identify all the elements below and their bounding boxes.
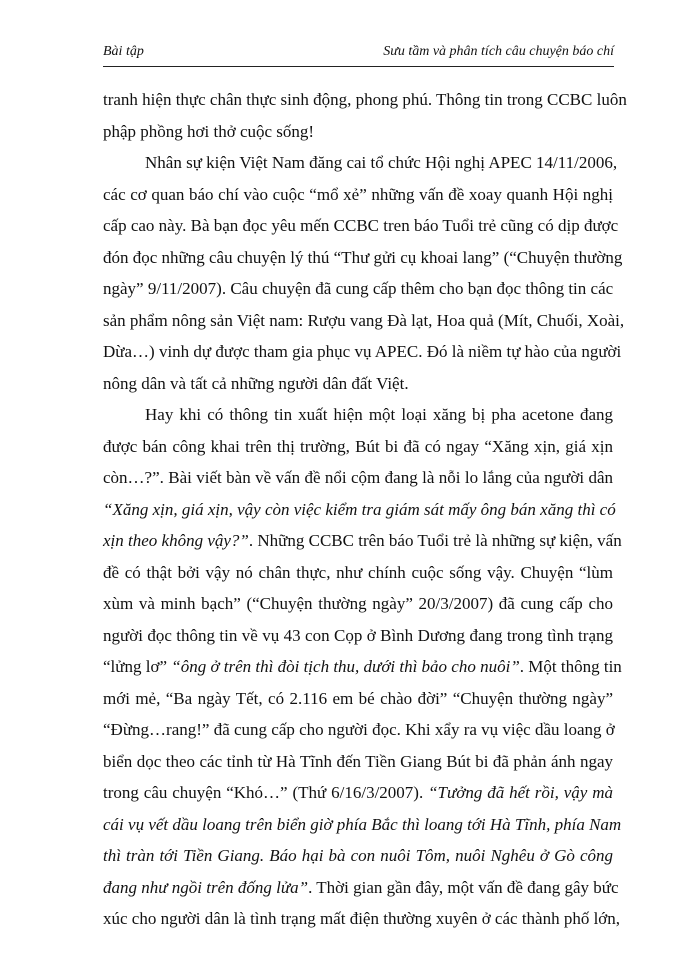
text-line: “lửng lơ” “ông ở trên thì đòi tịch thu, dưới thì bảo cho nuôi”. Một thông tin — [103, 657, 622, 676]
text-line: còn…?”. Bài viết bàn về vấn đề nổi cộm đang là nỗi lo lắng của người dân — [103, 468, 613, 487]
text-line: các cơ quan báo chí vào cuộc “mổ xẻ” những vấn đề xoay quanh Hội nghị — [103, 184, 613, 204]
text-line: thì tràn tới Tiền Giang. Báo hại bà con nuôi Tôm, nuôi Nghêu ở Gò công — [103, 846, 613, 865]
text-line: trong câu chuyện “Khó…” (Thứ 6/16/3/2007). “Tưởng đã hết rồi, vậy mà — [103, 783, 613, 802]
text-line: tranh hiện thực chân thực sinh động, phong phú. Thông tin trong CCBC luôn — [103, 90, 627, 109]
text-line: Hay khi có thông tin xuất hiện một loại xăng bị pha acetone đang — [145, 405, 613, 424]
text-line: Dừa…) vinh dự được tham gia phục vụ APEC. Đó là niềm tự hào của người — [103, 342, 622, 361]
text-line: cấp cao này. Bà bạn đọc yêu mến CCBC tren báo Tuổi trẻ cũng có dịp được — [103, 216, 619, 235]
text-line: sản phẩm nông sản Việt nam: Rượu vang Đà lạt, Hoa quả (Mít, Chuối, Xoài, — [103, 310, 625, 330]
text-line: “Đừng…rang!” đã cung cấp cho người đọc. Khi xẩy ra vụ việc dầu loang ở — [103, 720, 615, 739]
text-line: người đọc thông tin về vụ 43 con Cọp ở Bình Dương đang trong tình trạng — [103, 625, 613, 645]
header-left: Bài tập — [103, 44, 144, 59]
header-right: Sưu tầm và phân tích câu chuyện báo chí — [383, 44, 614, 59]
text-line: nông dân và tất cả những người dân đất Việt. — [103, 373, 409, 393]
running-header — [103, 40, 614, 67]
text-line: ngày” 9/11/2007). Câu chuyện đã cung cấp thêm cho bạn đọc thông tin các — [103, 279, 614, 298]
text-line: Nhân sự kiện Việt Nam đăng cai tổ chức Hội nghị APEC 14/11/2006, — [145, 153, 618, 172]
text-line: biển dọc theo các tỉnh từ Hà Tĩnh đến Tiền Giang Bút bi đã phản ánh ngay — [103, 751, 613, 771]
text-line: đang như ngồi trên đống lửa”. Thời gian gần đây, một vấn đề đang gây bức — [103, 877, 619, 897]
text-line: “Xăng xịn, giá xịn, vậy còn việc kiểm tra giám sát mấy ông bán xăng thì có — [103, 499, 616, 519]
body-text — [103, 84, 627, 935]
text-line: xịn theo không vậy?”. Những CCBC trên báo Tuổi trẻ là những sự kiện, vấn — [103, 531, 622, 550]
text-line: phập phồng hơi thở cuộc sống! — [103, 121, 315, 141]
text-line: xúc cho người dân là tình trạng mất điện thường xuyên ở các thành phố lớn, — [103, 909, 621, 928]
text-line: được bán công khai trên thị trường, Bút bi đã có ngay “Xăng xịn, giá xịn — [103, 436, 613, 456]
text-line: xùm và minh bạch” (“Chuyện thường ngày” 20/3/2007) đã cung cấp cho — [103, 594, 613, 613]
text-line: cái vụ vết dầu loang trên biển giờ phía Bắc thì loang tới Hà Tĩnh, phía Nam — [103, 814, 622, 834]
text-line: đề có thật bởi vậy nó chân thực, như chính cuộc sống vậy. Chuyện “lùm — [103, 562, 613, 582]
text-line: mới mẻ, “Ba ngày Tết, có 2.116 em bé chào đời” “Chuyện thường ngày” — [103, 688, 613, 708]
text-line: đón đọc những câu chuyện lý thú “Thư gửi cụ khoai lang” (“Chuyện thường — [103, 247, 623, 267]
